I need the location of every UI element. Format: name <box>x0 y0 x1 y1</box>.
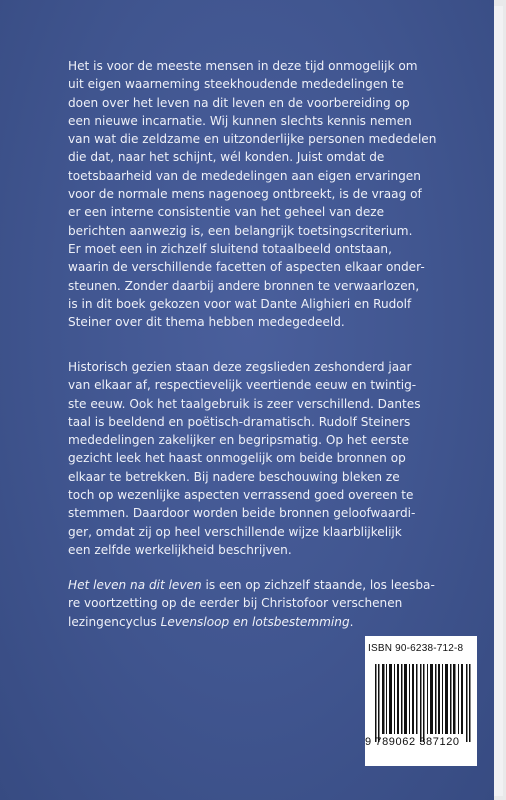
text-line: er een interne consistentie van het geheel van deze <box>68 205 385 220</box>
text-line: Historisch gezien staan deze zegslieden zeshonderd jaar <box>68 360 412 374</box>
cycle-title: Levensloop en lotsbestemming <box>160 614 350 629</box>
text-line: een nieuwe incarnatie. Wij kunnen slechts kennis nemen <box>68 113 412 128</box>
text-line: ger, omdat zij op heel verschillende wijze klaarblijkelijk <box>68 524 402 539</box>
text-line: waarin de verschillende facetten of aspecten elkaar onder- <box>68 260 425 275</box>
paragraph-sequel <box>68 576 444 631</box>
text-line: van elkaar af, respectievelijk veertiende eeuw en twintig- <box>68 378 417 393</box>
page-edge <box>493 6 503 796</box>
text-line: voor de normale mens nagenoeg ontbreekt, is de vraag of <box>68 187 422 202</box>
text-line <box>68 613 444 631</box>
text-line: taal is beeldend en poëtisch-dramatisch. Rudolf Steiners <box>68 414 411 429</box>
text-line: re voortzetting op de eerder bij Christofoor verschenen <box>68 596 403 611</box>
text-line: van wat die zeldzame en uitzonderlijke personen mededelen die dat, naar het schijnt, wél konden. Juist omdat de <box>68 132 437 165</box>
text-line: toetsbaarheid van de mededelingen aan eigen ervaringen <box>68 168 421 183</box>
text-line: Het is voor de meeste mensen in deze tijd onmogelijk om <box>68 59 418 73</box>
text-line <box>68 576 444 594</box>
text-line: toch op wezenlijke aspecten verrassend goed overeen te <box>68 488 414 503</box>
barcode-number: 9 789062 387120 <box>365 736 460 748</box>
paragraph-history <box>68 358 444 559</box>
text-fragment: . <box>349 614 354 629</box>
paragraph-intro <box>68 57 444 331</box>
text-line: uit eigen waarneming steekhoudende mededelingen te <box>68 77 404 92</box>
text-line: gezicht leek het haast onmogelijk om beide bronnen op <box>68 451 406 466</box>
text-line: berichten aanwezig is, een belangrijk toetsingscriterium. <box>68 223 413 238</box>
text-line: ste eeuw. Ook het taalgebruik is zeer verschillend. Dantes <box>68 396 421 411</box>
barcode-label <box>365 636 477 766</box>
text-line: Steiner over dit thema hebben medegedeeld. <box>68 315 345 330</box>
text-fragment: lezingencyclus <box>68 614 161 629</box>
book-title: Het leven na dit leven <box>68 578 202 592</box>
text-line: is in dit boek gekozen voor wat Dante Alighieri en Rudolf <box>68 296 412 311</box>
text-line: Er moet een in zichzelf sluitend totaalbeeld ontstaan, <box>68 241 392 256</box>
isbn-number: ISBN 90-6238-712-8 <box>368 643 464 654</box>
text-line: elkaar te betrekken. Bij nadere beschouwing bleken ze <box>68 469 400 484</box>
text-line: een zelfde werkelijkheid beschrijven. <box>68 542 292 557</box>
text-line: stemmen. Daardoor worden beide bronnen geloofwaardi- <box>68 506 416 521</box>
text-line: mededelingen zakelijker en begripsmatig. Op het eerste <box>68 433 409 448</box>
text-line: doen over het leven na dit leven en de voorbereiding op <box>68 95 410 110</box>
text-line: steunen. Zonder daarbij andere bronnen te verwaarlozen, <box>68 278 420 293</box>
text-fragment: is een op zichzelf staande, los leesba- <box>201 578 435 592</box>
